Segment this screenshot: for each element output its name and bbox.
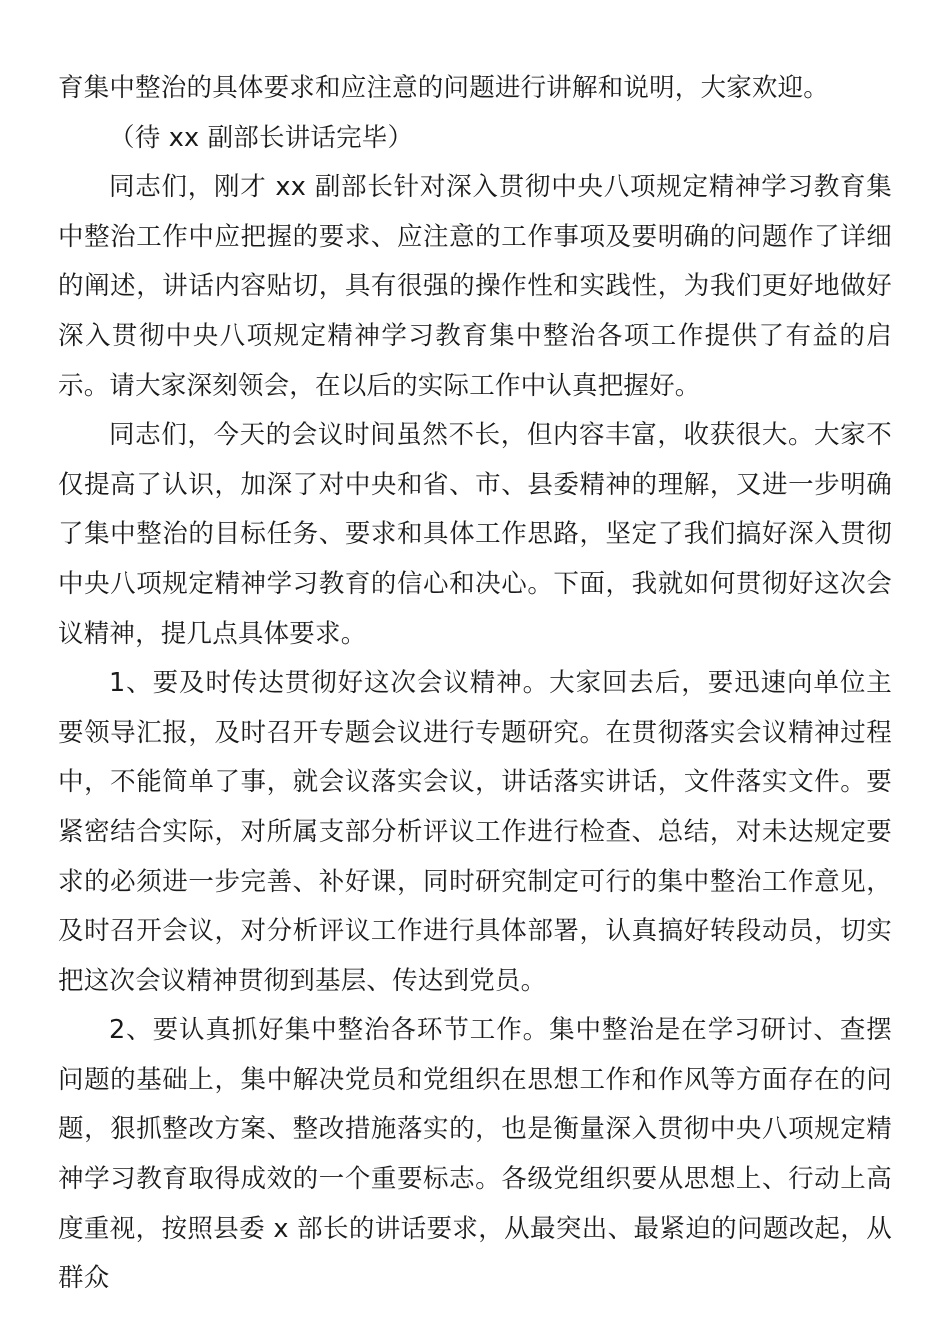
- paragraph-meeting-summary: 同志们，今天的会议时间虽然不长，但内容丰富，收获很大。大家不仅提高了认识，加深了对中央和省、市、县委精神的理解，又进一步明确了集中整治的目标任务、要求和具体工作思路，坚定了我们搞好深入贯彻中央八项规定精神学习教育的信心和决心。下面，我就如何贯彻好这次会议精神，提几点具体要求。: [58, 420, 892, 649]
- paragraph-requirement-2: 2、要认真抓好集中整治各环节工作。集中整治是在学习研讨、查摆问题的基础上，集中解决党员和党组织在思想工作和作风等方面存在的问题，狠抓整改方案、整改措施落实的，也是衡量深入贯彻中央八项规定精神学习教育取得成效的一个重要标志。各级党组织要从思想上、行动上高度重视，按照县委 x 部长的讲话要求，从最突出、最紧迫的问题改起，从群众: [58, 1015, 892, 1294]
- paragraph-continued-intro: 育集中整治的具体要求和应注意的问题进行讲解和说明，大家欢迎。: [58, 73, 830, 103]
- paragraph-summary-remarks: 同志们，刚才 xx 副部长针对深入贯彻中央八项规定精神学习教育集中整治工作中应把握的要求、应注意的工作事项及要明确的问题作了详细的阐述，讲话内容贴切，具有很强的操作性和实践性，为我们更好地做好深入贯彻中央八项规定精神学习教育集中整治各项工作提供了有益的启示。请大家深刻领会，在以后的实际工作中认真把握好。: [58, 172, 892, 401]
- paragraph-requirement-1: 1、要及时传达贯彻好这次会议精神。大家回去后，要迅速向单位主要领导汇报，及时召开专题会议进行专题研究。在贯彻落实会议精神过程中，不能简单了事，就会议落实会议，讲话落实讲话，文件落实文件。要紧密结合实际，对所属支部分析评议工作进行检查、总结，对未达规定要求的必须进一步完善、补好课，同时研究制定可行的集中整治工作意见，及时召开会议，对分析评议工作进行具体部署，认真搞好转段动员，切实把这次会议精神贯彻到基层、传达到党员。: [58, 668, 892, 996]
- paragraph-stage-note: （待 xx 副部长讲话完毕）: [109, 122, 414, 153]
- document-page: [58, 64, 892, 1304]
